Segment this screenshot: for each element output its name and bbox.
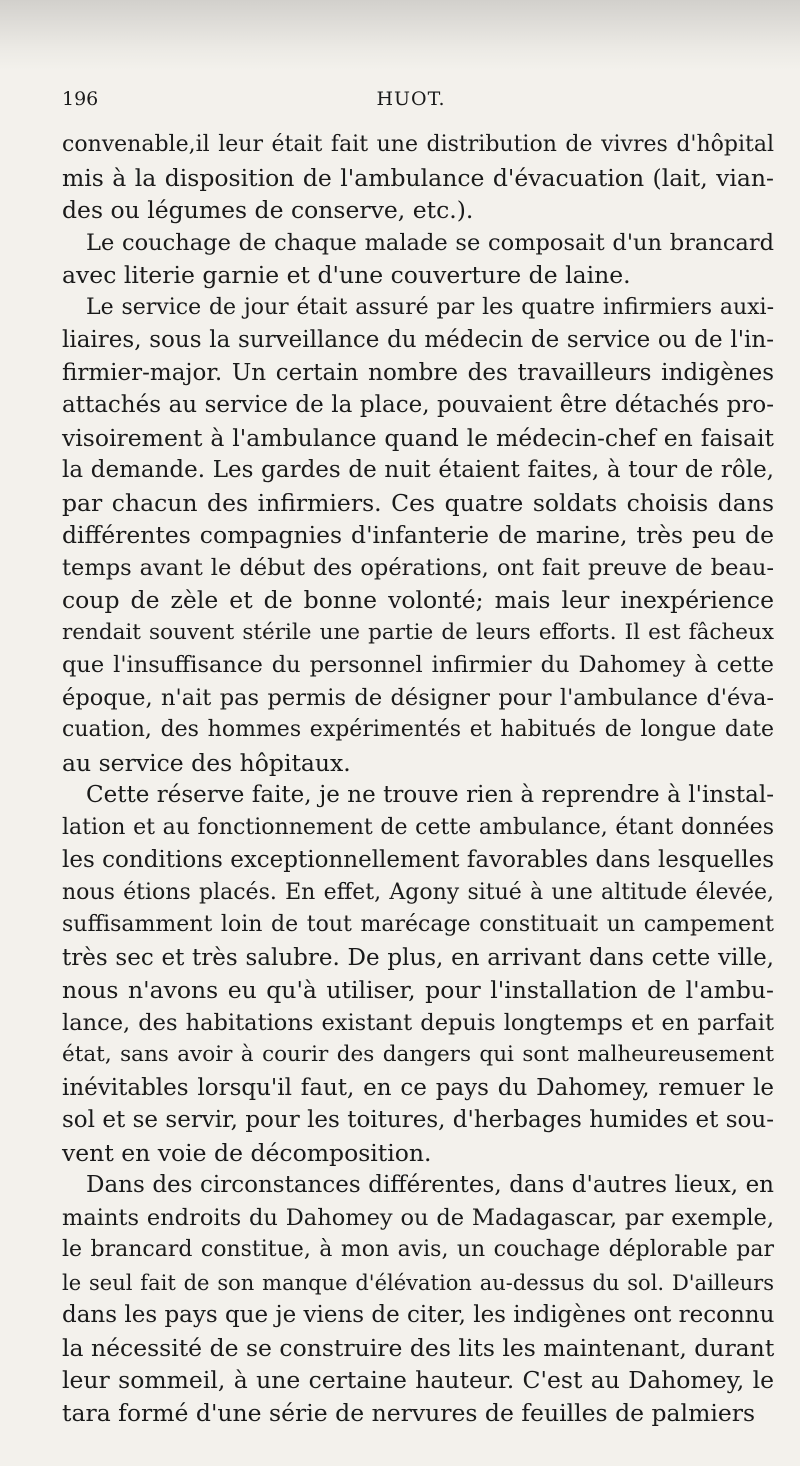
text-line: par chacun des infirmiers. Ces quatre soldats choisis dans bbox=[62, 488, 774, 517]
text-line: firmier-major. Un certain nombre des travailleurs indigènes bbox=[62, 359, 774, 386]
text-line: le seul fait de son manque d'élévation au-dessus du sol. D'ailleurs bbox=[62, 1270, 774, 1295]
text-line: Le couchage de chaque malade se composait d'un brancard bbox=[86, 229, 774, 256]
text-line: liaires, sous la surveillance du médecin de service ou de l'in- bbox=[62, 327, 774, 353]
scan-shadow bbox=[0, 0, 800, 70]
text-line: la nécessité de se construire des lits les maintenant, durant bbox=[62, 1333, 775, 1362]
text-line: tara formé d'une série de nervures de feuilles de palmiers bbox=[62, 1398, 756, 1427]
text-line: leur sommeil, à une certaine hauteur. C'est au Dahomey, le bbox=[62, 1366, 774, 1394]
text-line: des ou légumes de conserve, etc.). bbox=[62, 196, 474, 224]
text-line: temps avant le début des opérations, ont fait preuve de beau- bbox=[62, 554, 774, 581]
text-line: lation et au fonctionnement de cette ambulance, étant données bbox=[62, 814, 774, 840]
running-head: HUOT. bbox=[376, 88, 446, 110]
page-header bbox=[62, 88, 760, 118]
text-line: visoirement à l'ambulance quand le médecin-chef en faisait bbox=[62, 423, 774, 452]
text-line: les conditions exceptionnellement favorables dans lesquelles bbox=[62, 847, 774, 873]
text-line: au service des hôpitaux. bbox=[62, 748, 351, 777]
text-line: vent en voie de décomposition. bbox=[62, 1138, 432, 1167]
text-line: Le service de jour était assuré par les quatre infirmiers auxi- bbox=[86, 294, 774, 320]
text-line: le brancard constitue, à mon avis, un couchage déplorable par bbox=[62, 1237, 774, 1262]
text-line: mis à la disposition de l'ambulance d'évacuation (lait, vian- bbox=[62, 163, 774, 192]
text-line: convenable,il leur était fait une distribution de vivres d'hôpital bbox=[62, 132, 774, 157]
text-line: cuation, des hommes expérimentés et habitués de longue date bbox=[62, 717, 774, 742]
text-line: Cette réserve faite, je ne trouve rien à reprendre à l'instal- bbox=[86, 782, 774, 808]
text-line: attachés au service de la place, pouvaient être détachés pro- bbox=[62, 392, 774, 418]
body-text bbox=[62, 129, 774, 1429]
text-line: nous n'avons eu qu'à utiliser, pour l'installation de l'ambu- bbox=[62, 976, 774, 1004]
text-line: maints endroits du Dahomey ou de Madagascar, par exemple, bbox=[62, 1204, 774, 1231]
text-line: très sec et très salubre. De plus, en arrivant dans cette ville, bbox=[62, 944, 774, 971]
text-line: nous étions placés. En effet, Agony situé à une altitude élevée, bbox=[62, 879, 774, 905]
text-line: la demande. Les gardes de nuit étaient faites, à tour de rôle, bbox=[62, 457, 774, 483]
text-line: coup de zèle et de bonne volonté; mais leur inexpérience bbox=[62, 586, 774, 614]
page-number: 196 bbox=[62, 88, 99, 110]
text-line: époque, n'ait pas permis de désigner pour l'ambulance d'éva- bbox=[62, 684, 774, 711]
text-line: Dans des circonstances différentes, dans d'autres lieux, en bbox=[86, 1172, 774, 1198]
text-line: sol et se servir, pour les toitures, d'herbages humides et sou- bbox=[62, 1107, 774, 1133]
text-line: différentes compagnies d'infanterie de marine, très peu de bbox=[62, 521, 774, 549]
text-line: inévitables lorsqu'il faut, en ce pays du Dahomey, remuer le bbox=[62, 1074, 774, 1101]
text-line: lance, des habitations existant depuis longtemps et en parfait bbox=[62, 1009, 774, 1036]
text-line: rendait souvent stérile une partie de leurs efforts. Il est fâcheux bbox=[62, 619, 774, 645]
text-line: que l'insuffisance du personnel infirmier du Dahomey à cette bbox=[62, 652, 774, 678]
text-line: état, sans avoir à courir des dangers qui sont malheureusement bbox=[62, 1042, 774, 1067]
text-line: suffisamment loin de tout marécage constituait un campement bbox=[62, 912, 774, 937]
text-line: dans les pays que je viens de citer, les indigènes ont reconnu bbox=[62, 1302, 775, 1328]
text-line: avec literie garnie et d'une couverture de laine. bbox=[62, 261, 631, 289]
